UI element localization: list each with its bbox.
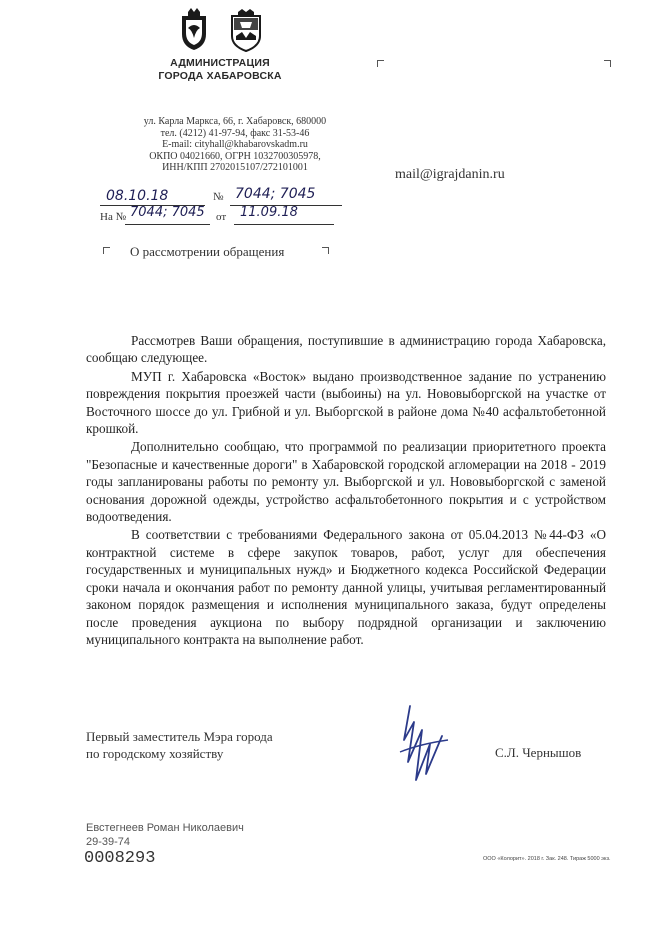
address-line: E-mail: cityhall@khabarovskadm.ru — [162, 139, 308, 151]
ref-date-underline — [234, 224, 334, 225]
number-label: № — [213, 191, 224, 203]
body-paragraph: Рассмотрев Ваши обращения, поступившие в администрацию города Хабаровска, сообщаю следующее. — [86, 333, 606, 366]
address-line: ОКПО 04021660, ОГРН 1032700305978, — [149, 150, 321, 162]
ref-number-underline — [125, 224, 210, 225]
address-block — [100, 116, 370, 174]
signatory-name: С.Л. Чернышов — [495, 745, 582, 760]
printer-note: ООО «Колорит». 2018 г. Зак. 248. Тираж 5000 экз. — [483, 856, 611, 862]
regional-coat-of-arms-icon — [228, 8, 264, 52]
handwritten-signature — [390, 700, 460, 790]
ref-number-label: На № — [100, 211, 127, 223]
subject-corner-mark — [322, 247, 329, 254]
position-line-1: Первый заместитель Мэра города — [86, 729, 273, 744]
body-paragraph: В соответствии с требованиями Федерального закона от 05.04.2013 №44-ФЗ «О контрактной системе в сфере закупок товаров, работ, услуг для обеспечения государственных и муниципальных нужд» и Бюджетного кодекса Российской Федерации сроки начала и окончания работ по ремонту данной улицы, учитывая регламентированный законом порядок размещения и исполнения муниципального заказа, будут определены после проведения аукциона по выбору подрядной организации и заключению муниципального контракта на выполнение работ. — [86, 527, 606, 647]
address-line: тел. (4212) 41-97-94, факс 31-53-46 — [160, 127, 310, 139]
org-line-1: АДМИНИСТРАЦИЯ — [170, 57, 270, 69]
body-paragraph: МУП г. Хабаровска «Восток» выдано производственное задание по устранению повреждения покрытия проезжей части (выбоины) на ул. Нововыборгской на участке от Восточного шоссе до ул. Грибной и ул. Выборгской в районе дома №40 асфальтобетонной крошкой. — [86, 368, 606, 437]
city-coat-of-arms-icon — [176, 8, 212, 52]
executor-name: Евстегнеев Роман Николаевич — [86, 822, 244, 834]
subject: О рассмотрении обращения — [130, 244, 285, 259]
serial-number: 0008293 — [84, 849, 156, 868]
signatory-position — [86, 728, 273, 762]
recipient-corner-mark — [377, 60, 384, 67]
org-line-2: ГОРОДА ХАБАРОВСКА — [158, 70, 282, 82]
outgoing-number: 7044; 7045 — [235, 186, 316, 202]
outgoing-date: 08.10.18 — [106, 188, 169, 204]
executor-phone: 29-39-74 — [86, 836, 131, 848]
ref-number: 7044; 7045 — [130, 205, 205, 220]
ref-date: 11.09.18 — [240, 205, 298, 220]
address-line: ул. Карла Маркса, 66, г. Хабаровск, 680000 — [143, 116, 327, 127]
recipient-corner-mark — [604, 60, 611, 67]
position-line-2: по городскому хозяйству — [86, 746, 224, 761]
ref-from-label: от — [216, 211, 227, 223]
subject-corner-mark — [103, 247, 110, 254]
letter-body — [86, 332, 606, 649]
organization-name — [150, 57, 290, 83]
recipient-email: mail@igrajdanin.ru — [395, 167, 505, 182]
body-paragraph: Дополнительно сообщаю, что программой по реализации приоритетного проекта "Безопасные и качественные дороги" в Хабаровской городской агломерации на 2018 - 2019 годы запланированы работы по ремонту ул. Выборгской и ул. Нововыборгской с заменой основания дорожной одежды, устройство асфальтобетонного покрытия и с устройством водоотведения. — [86, 439, 606, 525]
address-line: ИНН/КПП 2702015107/272101001 — [162, 162, 308, 174]
